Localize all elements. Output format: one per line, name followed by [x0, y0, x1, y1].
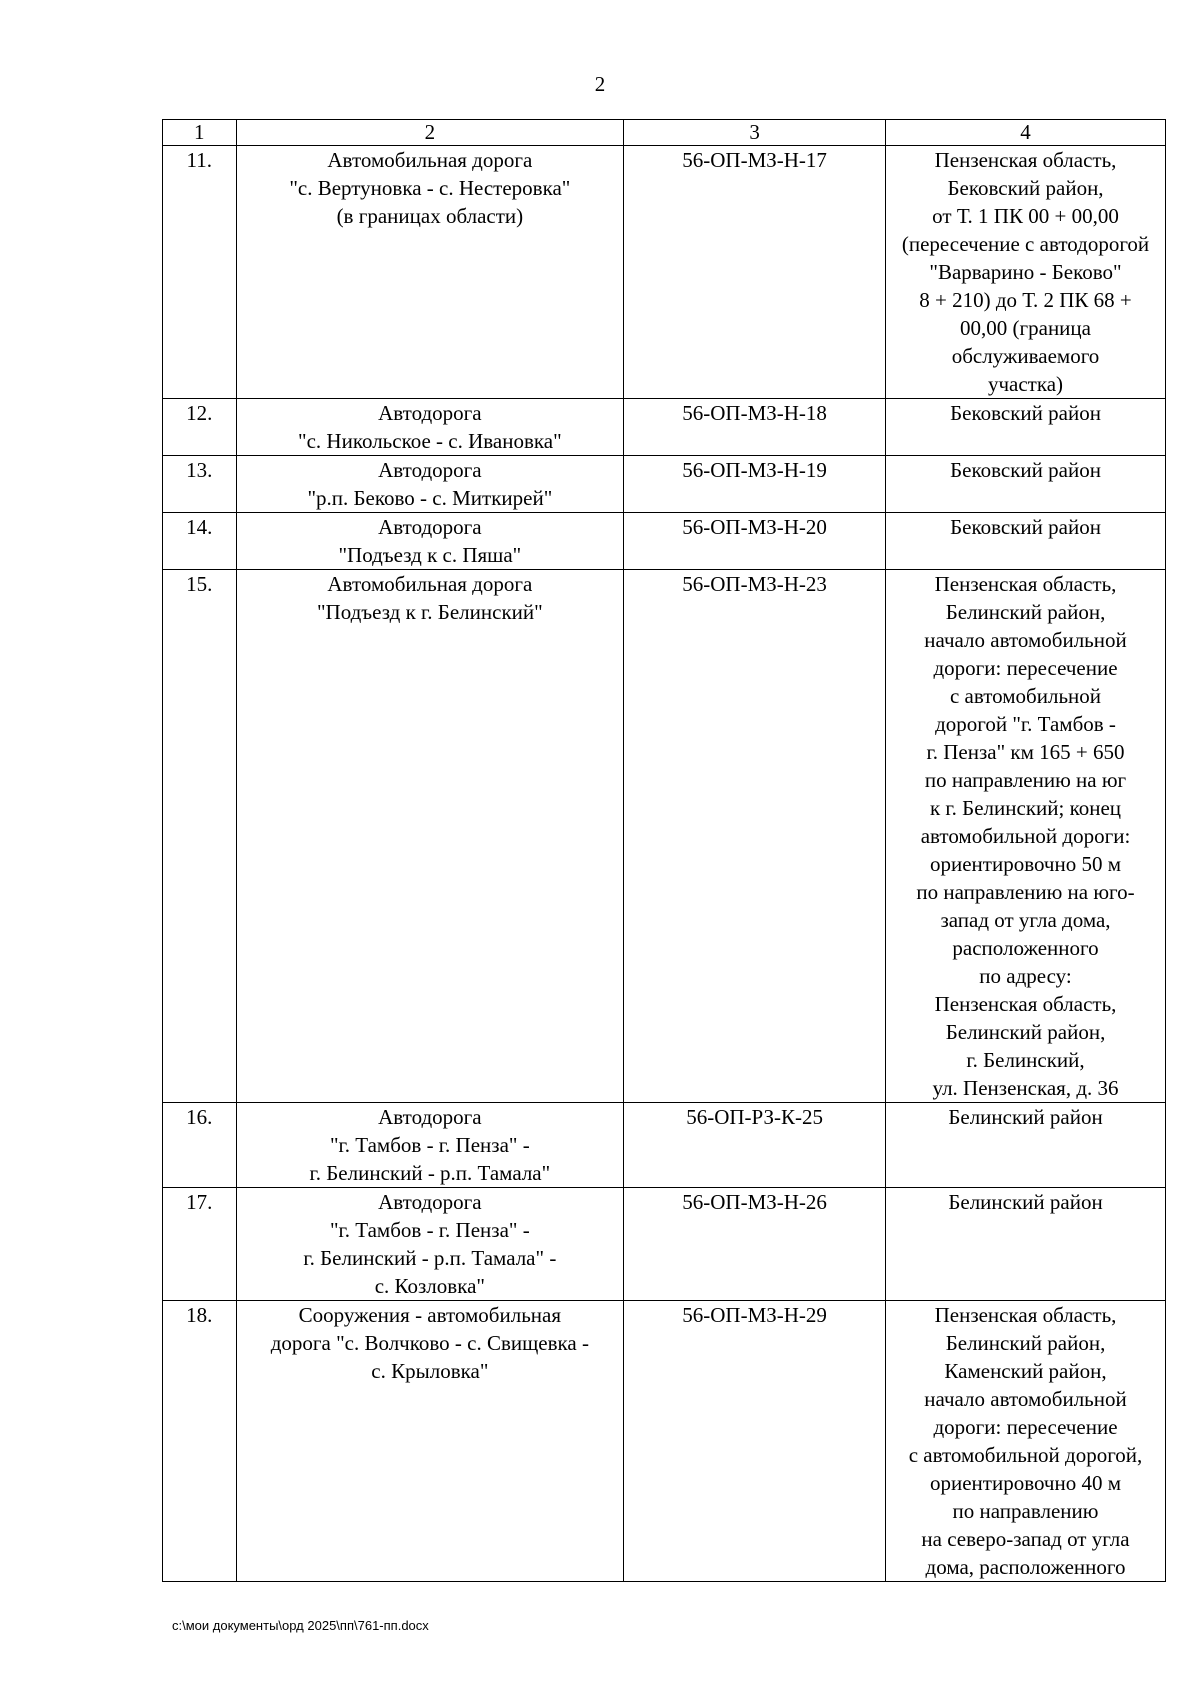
road-code: 56-ОП-МЗ-Н-23: [624, 570, 886, 1103]
row-number: 15.: [163, 570, 237, 1103]
header-cell-4: 4: [886, 120, 1166, 146]
road-name: Автодорога "г. Тамбов - г. Пенза" - г. Белинский - р.п. Тамала": [236, 1103, 624, 1188]
table-row: [163, 456, 1166, 513]
road-code: 56-ОП-МЗ-Н-20: [624, 513, 886, 570]
row-number: 14.: [163, 513, 237, 570]
road-location: Бековский район: [886, 399, 1166, 456]
road-location: Белинский район: [886, 1188, 1166, 1301]
road-location: Пензенская область, Белинский район, начало автомобильной дороги: пересечение с автомобильной дорогой "г. Тамбов - г. Пенза" км 165 + 650 по направлению на юг к г. Белинский; конец автомобильной дороги: ориентировочно 50 м по направлению на юго- запад от угла дома, расположенного по адресу: Пензенская область, Белинский район, г. Белинский, ул. Пензенская, д. 36: [886, 570, 1166, 1103]
road-code: 56-ОП-РЗ-К-25: [624, 1103, 886, 1188]
roads-table: [162, 119, 1166, 1582]
road-location: Бековский район: [886, 456, 1166, 513]
road-name: Сооружения - автомобильная дорога "с. Волчково - с. Свищевка - с. Крыловка": [236, 1301, 624, 1582]
road-location: Пензенская область, Белинский район, Каменский район, начало автомобильной дороги: пересечение с автомобильной дорогой, ориентировочно 40 м по направлению на северо-запад от угла дома, расположенного: [886, 1301, 1166, 1582]
header-cell-1: 1: [163, 120, 237, 146]
row-number: 12.: [163, 399, 237, 456]
road-code: 56-ОП-МЗ-Н-29: [624, 1301, 886, 1582]
road-location: Бековский район: [886, 513, 1166, 570]
header-cell-3: 3: [624, 120, 886, 146]
table-row: [163, 399, 1166, 456]
road-name: Автодорога "Подъезд к с. Пяша": [236, 513, 624, 570]
road-name: Автодорога "г. Тамбов - г. Пенза" - г. Белинский - р.п. Тамала" - с. Козловка": [236, 1188, 624, 1301]
document-file-path: c:\мои документы\орд 2025\пп\761-пп.docx: [172, 1618, 429, 1633]
road-code: 56-ОП-МЗ-Н-18: [624, 399, 886, 456]
table-row: [163, 570, 1166, 1103]
row-number: 17.: [163, 1188, 237, 1301]
road-location: Белинский район: [886, 1103, 1166, 1188]
table-row: [163, 146, 1166, 399]
road-code: 56-ОП-МЗ-Н-26: [624, 1188, 886, 1301]
table-row: [163, 1103, 1166, 1188]
page-number: 2: [594, 72, 606, 96]
road-name: Автодорога "с. Никольское - с. Ивановка": [236, 399, 624, 456]
road-code: 56-ОП-МЗ-Н-19: [624, 456, 886, 513]
road-name: Автомобильная дорога "с. Вертуновка - с. Нестеровка" (в границах области): [236, 146, 624, 399]
table-header-row: [163, 120, 1166, 146]
header-cell-2: 2: [236, 120, 624, 146]
road-name: Автомобильная дорога "Подъезд к г. Белинский": [236, 570, 624, 1103]
table-row: [163, 1301, 1166, 1582]
row-number: 18.: [163, 1301, 237, 1582]
table-row: [163, 1188, 1166, 1301]
row-number: 16.: [163, 1103, 237, 1188]
road-code: 56-ОП-МЗ-Н-17: [624, 146, 886, 399]
table-row: [163, 513, 1166, 570]
row-number: 13.: [163, 456, 237, 513]
row-number: 11.: [163, 146, 237, 399]
road-name: Автодорога "р.п. Беково - с. Миткирей": [236, 456, 624, 513]
road-location: Пензенская область, Бековский район, от Т. 1 ПК 00 + 00,00 (пересечение с автодорогой "Варварино - Беково" 8 + 210) до Т. 2 ПК 68 + 00,00 (граница обслуживаемого участка): [886, 146, 1166, 399]
